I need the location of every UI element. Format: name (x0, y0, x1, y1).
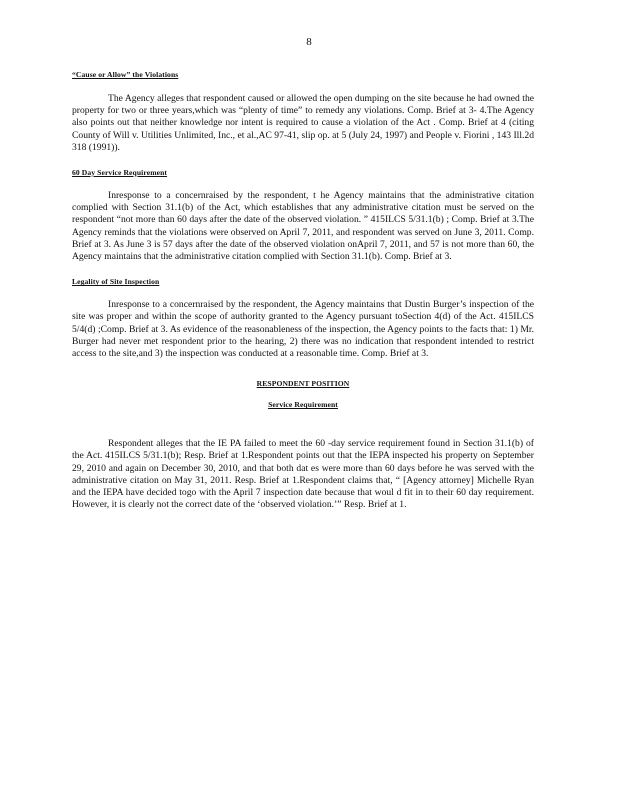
service-requirement-paragraph: Inresponse to a concernraised by the respondent, t he Agency maintains that the administrative citation complied with Section 31.1(b) of the Act, which establishes that any administrative citation must be served on the respondent “not more than 60 days after the date of the observed violation. ” 415ILCS 5/31.1(b) ; Comp. Brief at 3.The Agency reminds that the violations were observed on April 7, 2011, and respondent was served on June 3, 2011. Comp. Brief at 3. As June 3 is 57 days after the date of the observed violation onApril 7, 2011, and 57 is not more than 60, the Agency maintains that the administrative citation complied with Section 31.1(b). Comp. Brief at 3. (72, 190, 534, 263)
site-inspection-paragraph: Inresponse to a concernraised by the respondent, the Agency maintains that Dustin Burger’s inspection of the site was proper and within the scope of authority granted to the Agency pursuant toSection 4(d) of the Act. 415ILCS 5/4(d) ;Comp. Brief at 3. As evidence of the reasonableness of the inspection, the Agency points to the facts that: 1) Mr. Burger had never met respondent prior to the hearing, 2) there was no indication that respondent intended to restrict access to the site,and 3) the inspection was conducted at a reasonable time. Comp. Brief at 3. (72, 299, 534, 360)
cause-or-allow-heading: “Cause or Allow” the Violations (72, 70, 179, 79)
respondent-position-heading: RESPONDENT POSITION (256, 379, 350, 389)
service-requirement-heading: 60 Day Service Requirement (72, 168, 168, 178)
respondent-service-paragraph: Respondent alleges that the IE PA failed to meet the 60 -day service requirement found in Section 31.1(b) of the Act. 415ILCS 5/31.1(b); Resp. Brief at 1.Respondent points out that the IEPA inspected his property on September 29, 2010 and again on December 30, 2010, and that both dat es were more than 60 days before he was served with the administrative citation on May 31, 2011. Resp. Brief at 1.Respondent claims that, “ [Agency attorney] Michelle Ryan and the IEPA have decided togo with the April 7 inspection date because that woul d fit in to their 60 day requirement. However, it is clearly not the correct date of the ‘observed violation.’” Resp. Brief at 1. (72, 438, 534, 511)
page-number: 8 (306, 36, 312, 48)
respondent-service-subheading: Service Requirement (268, 400, 338, 410)
site-inspection-heading: Legality of Site Inspection (72, 277, 160, 287)
page-content (72, 70, 534, 511)
cause-or-allow-paragraph: The Agency alleges that respondent caused or allowed the open dumping on the site because he had owned the property for two or three years,which was “plenty of time” to remedy any violations. Comp. Brief at 3- 4.The Agency also points out that neither knowledge nor intent is required to cause a violation of the Act . Comp. Brief at 4 (citing County of Will v. Utilities Unlimited, Inc., et al.,AC 97-41, slip op. at 5 (July 24, 1997) and People v. Fiorini , 143 Ill.2d 318 (1991)). (72, 93, 534, 153)
